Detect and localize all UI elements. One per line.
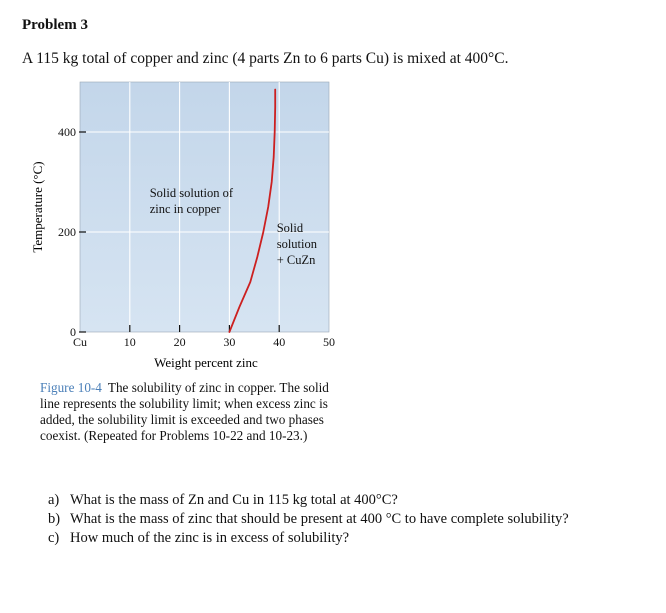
question-b: [48, 510, 569, 529]
y-tick-label: 0: [70, 325, 76, 339]
y-tick-label: 200: [58, 225, 76, 239]
x-tick-label: 30: [223, 335, 236, 349]
question-text: What is the mass of zinc that should be present at 400 °C to have complete solubility?: [70, 511, 569, 527]
annotation-line: Solid solution of: [149, 186, 234, 200]
x-tick-label: 10: [123, 335, 136, 349]
question-label: c): [48, 530, 60, 546]
y-axis-label: Temperature (°C): [30, 161, 45, 253]
figure-caption-text: The solubility of zinc in copper. The solid line represents the solubility limit; when excess zinc is added, the solubility limit is exceeded and two phases coexist. (Repeated for Problems 10-22 and 10-23.): [40, 380, 329, 443]
annotation-line: + CuZn: [276, 253, 316, 267]
x-tick-label: 50: [323, 335, 335, 349]
question-c: [48, 529, 569, 548]
y-tick-label: 400: [58, 125, 76, 139]
figure-caption: [40, 380, 340, 444]
problem-statement: A 115 kg total of copper and zinc (4 parts Zn to 6 parts Cu) is mixed at 400°C.: [22, 50, 509, 67]
annotation-line: solution: [276, 237, 318, 251]
annotation-line: Solid: [276, 221, 304, 235]
question-a: [48, 491, 569, 510]
question-label: b): [48, 511, 61, 527]
annotation-line: zinc in copper: [149, 202, 221, 216]
figure-label: Figure 10-4: [40, 380, 102, 395]
x-tick-label: 20: [173, 335, 186, 349]
question-label: a): [48, 492, 60, 508]
problem-heading: Problem 3: [22, 17, 88, 33]
question-text: How much of the zinc is in excess of solubility?: [70, 530, 350, 546]
question-text: What is the mass of Zn and Cu in 115 kg total at 400°C?: [70, 492, 398, 508]
question-list: [48, 491, 569, 548]
x-tick-label: Cu: [72, 335, 88, 349]
x-tick-label: 40: [273, 335, 286, 349]
x-axis-label: Weight percent zinc: [154, 355, 258, 370]
